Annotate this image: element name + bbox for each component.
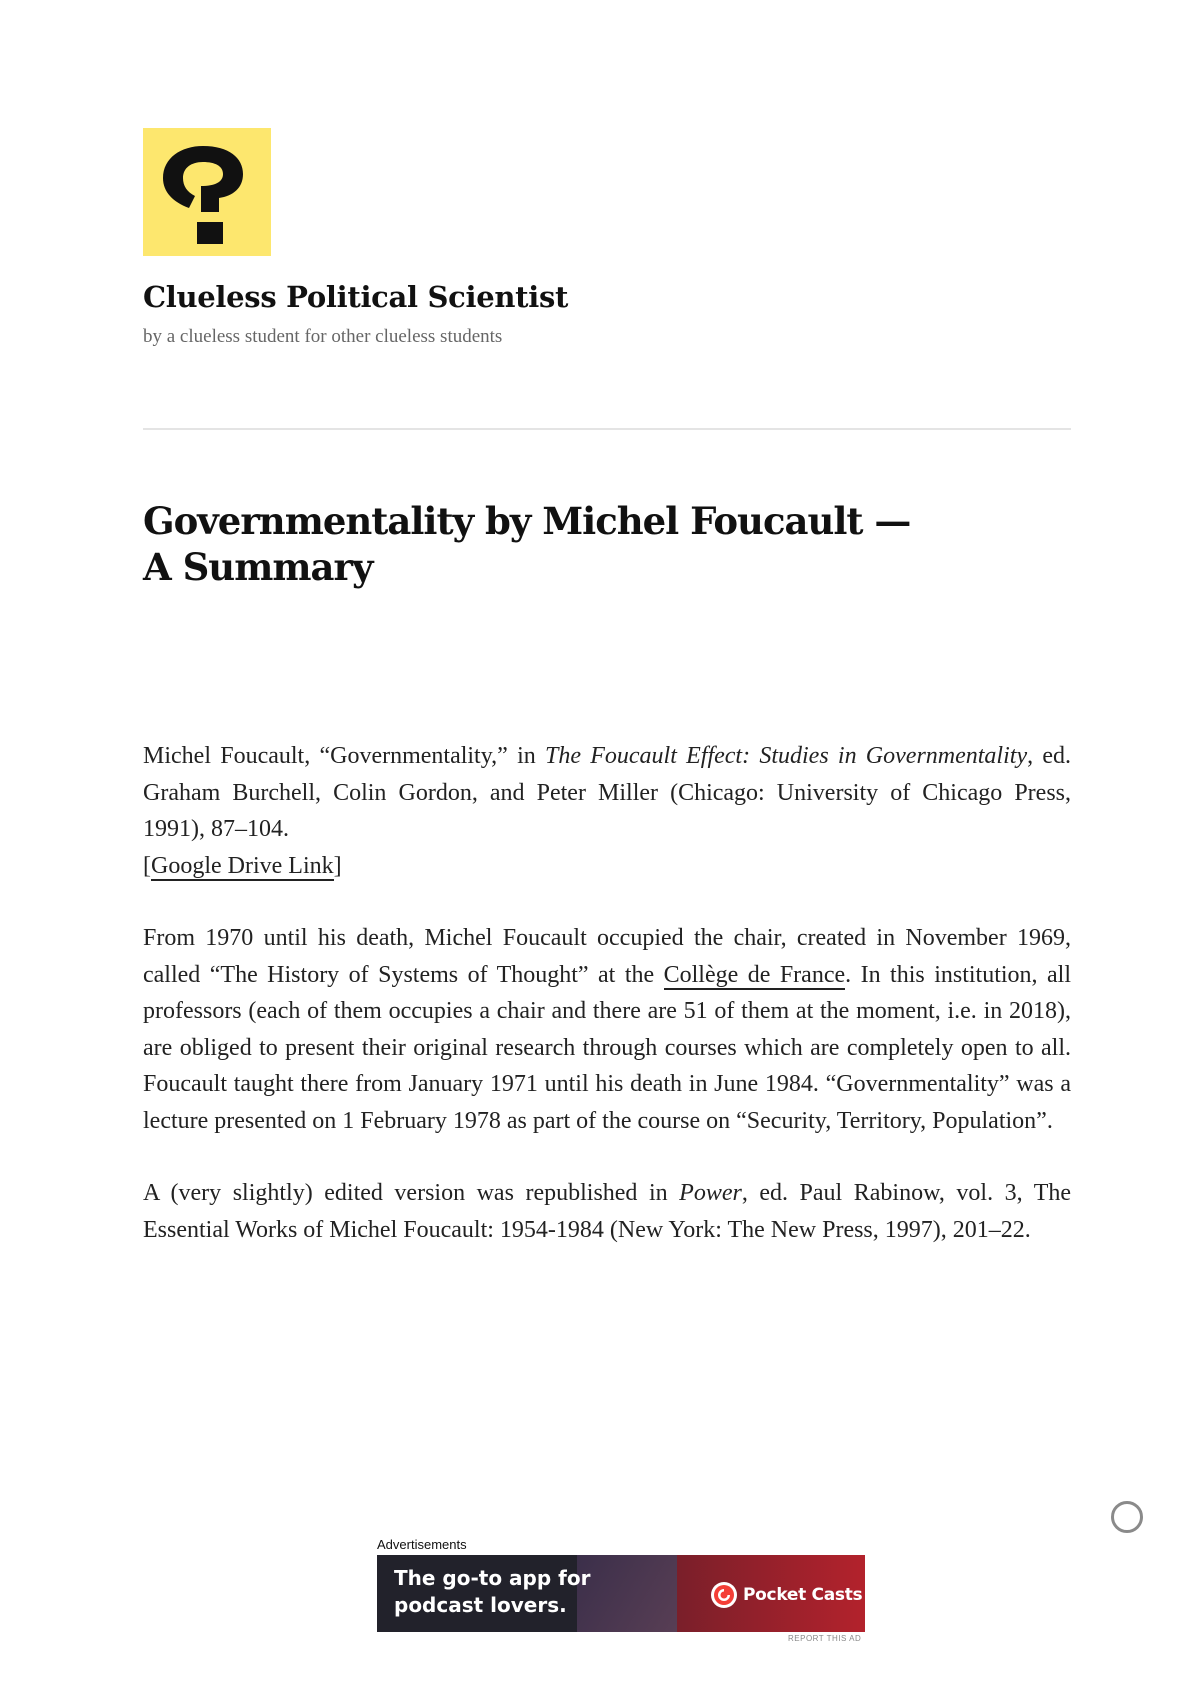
ad-brand — [711, 1582, 862, 1608]
paragraph-2-text-start: From 1970 until his death, Michel Foucault occupied the chair, created in November 1969, called “The History of Systems of Thought” at the — [143, 925, 1071, 988]
citation-details: , ed. Graham Burchell, Colin Gordon, and Peter Miller (Chicago: University of Chicago Press, 1991), 87–104. — [143, 743, 1071, 842]
site-tagline: by a clueless student for other clueless students — [143, 325, 503, 347]
ad-brand-name: Pocket Casts — [743, 1585, 863, 1605]
citation-text: Michel Foucault, “Governmentality,” in — [143, 743, 545, 769]
google-drive-link[interactable]: Google Drive Link — [151, 852, 334, 879]
site-title[interactable]: Clueless Political Scientist — [143, 280, 569, 314]
page-wrapper — [143, 128, 1072, 1243]
question-mark-logo-icon — [143, 128, 271, 256]
body-paragraph-2 — [143, 920, 1071, 1139]
ad-label: Advertisements — [377, 1537, 467, 1552]
bracket-open: [ — [143, 852, 151, 879]
paragraph-2-text-end: . In this institution, all professors (each of them occupies a chair and there are 51 of them at the moment, i.e. in 2018), are obliged to present their original research through courses which are completely open to all. Foucault taught there from January 1971 until his death in June 1984. “Governmentality” was a lecture presented on 1 February 1978 as part of the course on “Security, Territory, Population”. — [143, 961, 1071, 1134]
citation-paragraph — [143, 738, 1071, 884]
power-book-title: Power — [679, 1180, 742, 1206]
report-ad-link[interactable]: REPORT THIS AD — [788, 1634, 862, 1643]
site-logo[interactable] — [143, 128, 271, 256]
ad-headline: The go-to app for podcast lovers. — [394, 1566, 591, 1617]
ad-banner[interactable] — [377, 1555, 865, 1632]
paragraph-3-text-start: A (very slightly) edited version was republished in — [143, 1180, 680, 1206]
citation-book-title: The Foucault Effect: Studies in Governmentality — [544, 743, 1028, 769]
circle-icon[interactable] — [1111, 1501, 1143, 1533]
bracket-close: ] — [333, 852, 342, 879]
header-divider — [143, 428, 1071, 430]
pocket-casts-icon — [711, 1582, 737, 1608]
post-title: Governmentality by Michel Foucault — A Summary — [143, 499, 911, 589]
body-paragraph-3 — [143, 1175, 1071, 1248]
paragraph-3-text-end: , ed. Paul Rabinow, vol. 3, The Essential Works of Michel Foucault: 1954-1984 (New York: The New Press, 1997), 201–22. — [143, 1180, 1072, 1243]
college-de-france-link[interactable]: Collège de France — [663, 961, 846, 988]
post-content — [143, 738, 1071, 1284]
